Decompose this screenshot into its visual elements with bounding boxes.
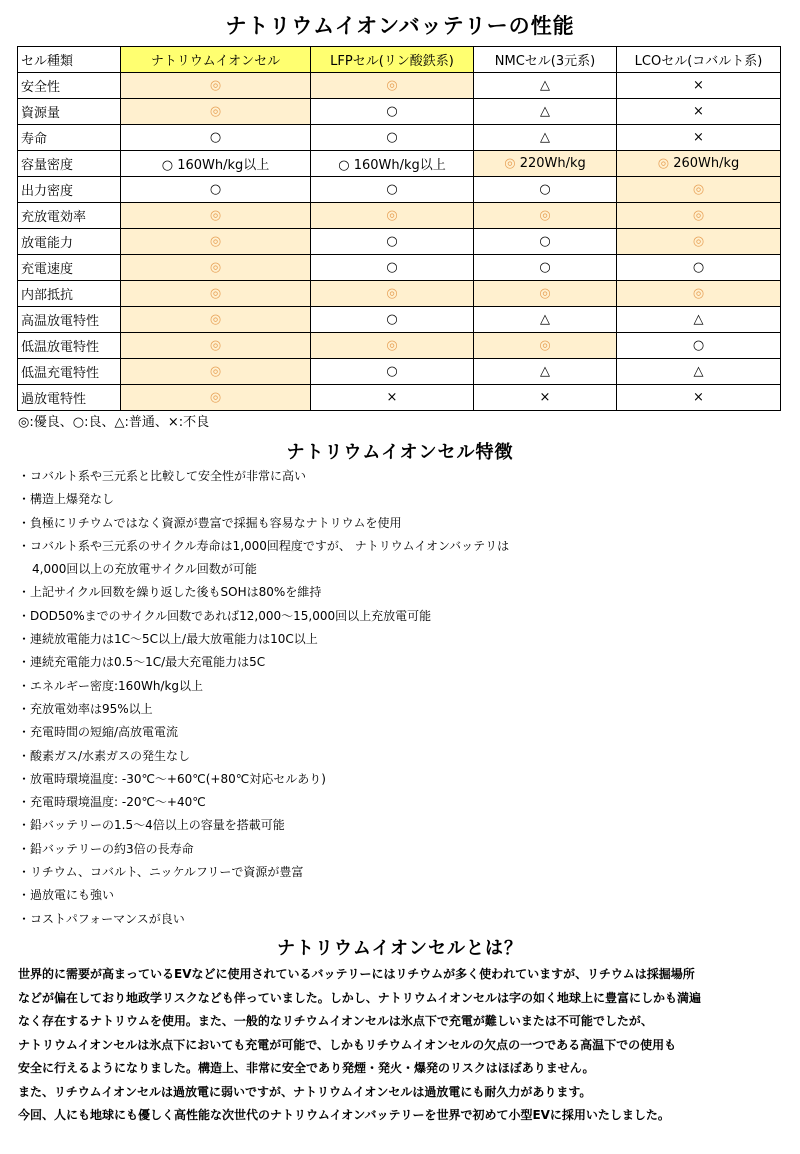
feature-item: ・過放電にも強い [18,888,115,903]
table-cell: × [617,73,781,99]
table-header-row [18,47,781,73]
table-cell: ○ [311,177,474,203]
feature-item: ・酸素ガス/水素ガスの発生なし [18,748,191,763]
table-cell: ◎ [311,281,474,307]
feature-item: ・上記サイクル回数を繰り返した後もSOHは80%を維持 [18,585,322,600]
features-list [18,466,509,932]
feature-item: ・連続充電能力は0.5～1C/最大充電能力は5C [18,655,266,670]
table-cell: ◎ [474,203,617,229]
about-line: なく存在するナトリウムを使用。また、一般的なリチウムイオンセルは氷点下で充電が難しいまたは不可能でしたが、 [18,1014,653,1028]
table-cell: ◎ [121,359,311,385]
comparison-table [17,46,781,411]
table-row [18,307,781,333]
feature-item: 4,000回以上の充放電サイクル回数が可能 [32,562,257,577]
table-row [18,203,781,229]
table-cell: ◎ [311,203,474,229]
row-label: 容量密度 [18,151,121,177]
table-cell: × [474,385,617,411]
table-cell: ◎ [474,333,617,359]
table-cell: ◎ [617,281,781,307]
table-cell: ○ [121,177,311,203]
table-cell: ○ [311,229,474,255]
feature-item: ・充電時環境温度: -20℃～+40℃ [18,795,206,810]
table-cell: ○ [617,333,781,359]
table-cell: ○ 160Wh/kg以上 [311,151,474,177]
row-label: 低温充電特性 [18,359,121,385]
about-line: 今回、人にも地球にも優しく高性能な次世代のナトリウムイオンバッテリーを世界で初めて小型EVに採用いたしました。 [18,1108,670,1122]
about-line: ナトリウムイオンセルは氷点下においても充電が可能で、しかもリチウムイオンセルの欠点の一つである高温下での使用も [18,1037,677,1052]
table-cell: ◎ [617,177,781,203]
table-cell: ◎ [121,333,311,359]
feature-item: ・鉛バッテリーの1.5～4倍以上の容量を搭載可能 [18,818,285,833]
row-label: 充電速度 [18,255,121,281]
table-row [18,281,781,307]
row-label: 寿命 [18,125,121,151]
row-label: 充放電効率 [18,203,121,229]
table-cell: ◎ [121,73,311,99]
table-row [18,73,781,99]
header-cell-lfp: LFPセル(リン酸鉄系) [311,47,474,73]
table-cell: ○ 160Wh/kg以上 [121,151,311,177]
table-cell: ◎ [121,99,311,125]
row-label: 高温放電特性 [18,307,121,333]
table-row [18,99,781,125]
table-cell: ◎ [121,229,311,255]
table-cell: ◎ [311,333,474,359]
table-cell: ◎ [474,281,617,307]
table-cell: ○ [617,255,781,281]
table-cell: ◎ [121,307,311,333]
feature-item: ・構造上爆発なし [18,492,115,507]
row-label: 資源量 [18,99,121,125]
row-label: 過放電特性 [18,385,121,411]
table-cell: ◎ [121,203,311,229]
table-cell: ◎ [121,255,311,281]
table-cell: ◎ [121,281,311,307]
table-cell: × [311,385,474,411]
table-row [18,385,781,411]
feature-item: ・連続放電能力は1C～5C以上/最大放電能力は10C以上 [18,632,318,647]
about-line: 世界的に需要が高まっているEVなどに使用されているバッテリーにはリチウムが多く使われていますが、リチウムは採掘場所 [18,967,695,981]
about-paragraph [18,964,788,1129]
table-cell: ○ [474,255,617,281]
row-label: 放電能力 [18,229,121,255]
table-cell: ◎ [311,73,474,99]
feature-item: ・コバルト系や三元系と比較して安全性が非常に高い [18,469,307,483]
row-label: 安全性 [18,73,121,99]
legend: ◎:優良、○:良、△:普通、×:不良 [18,415,210,430]
about-line: 安全に行えるようになりました。構造上、非常に安全であり発煙・発火・爆発のリスクはほぼありません。 [18,1061,595,1075]
table-cell: × [617,385,781,411]
table-cell: △ [474,125,617,151]
feature-item: ・DOD50%までのサイクル回数であれば12,000～15,000回以上充放電可能 [18,608,432,623]
table-cell: ○ [311,99,474,125]
table-cell: △ [474,73,617,99]
table-cell: ○ [311,359,474,385]
feature-item: ・コストパフォーマンスが良い [18,911,185,926]
about-line: また、リチウムイオンセルは過放電に弱いですが、ナトリウムイオンセルは過放電にも耐久力があります。 [18,1084,592,1099]
table-cell: ◎ 220Wh/kg [474,151,617,177]
table-body [18,73,781,411]
about-line: などが偏在しており地政学リスクなども伴っていました。しかし、ナトリウムイオンセルは字の如く地球上に豊富にしかも満遍 [18,990,702,1005]
page-title: ナトリウムイオンバッテリーの性能 [225,14,575,38]
about-title: ナトリウムイオンセルとは？ [277,938,523,959]
features-title: ナトリウムイオンセル特徴 [286,442,514,463]
table-cell: ○ [474,177,617,203]
table-cell: ◎ [121,385,311,411]
feature-item: ・充放電効率は95%以上 [18,701,153,716]
table-cell: × [617,125,781,151]
header-cell-sodium: ナトリウムイオンセル [121,47,311,73]
table-cell: ○ [311,255,474,281]
table-cell: ◎ [617,203,781,229]
row-label: 出力密度 [18,177,121,203]
table-cell: △ [474,307,617,333]
header-cell-lco: LCOセル(コバルト系) [617,47,781,73]
feature-item: ・リチウム、コバルト、ニッケルフリーで資源が豊富 [18,865,304,880]
table-row [18,151,781,177]
table-cell: ○ [311,307,474,333]
table-row [18,229,781,255]
table-row [18,255,781,281]
table-cell: △ [617,307,781,333]
table-row [18,333,781,359]
table-cell: ◎ 260Wh/kg [617,151,781,177]
table-cell: ◎ [617,229,781,255]
table-row [18,177,781,203]
table-cell: ○ [311,125,474,151]
table-row [18,125,781,151]
table-cell: × [617,99,781,125]
header-cell-nmc: NMCセル(3元系) [474,47,617,73]
table-cell: ○ [474,229,617,255]
feature-item: ・鉛バッテリーの約3倍の長寿命 [18,841,194,856]
feature-item: ・負極にリチウムではなく資源が豊富で採掘も容易なナトリウムを使用 [18,515,402,530]
table-row [18,359,781,385]
row-label: 内部抵抗 [18,281,121,307]
table-cell: △ [474,99,617,125]
table-cell: △ [474,359,617,385]
feature-item: ・充電時間の短縮/高放電電流 [18,725,179,740]
table-cell: ○ [121,125,311,151]
header-cell-type: セル種類 [18,47,121,73]
feature-item: ・コバルト系や三元系のサイクル寿命は1,000回程度ですが、 ナトリウムイオンバッテリは [18,538,510,553]
feature-item: ・放電時環境温度: -30℃～+60℃(+80℃対応セルあり) [18,771,326,786]
row-label: 低温放電特性 [18,333,121,359]
feature-item: ・エネルギー密度:160Wh/kg以上 [18,678,204,693]
table-cell: △ [617,359,781,385]
